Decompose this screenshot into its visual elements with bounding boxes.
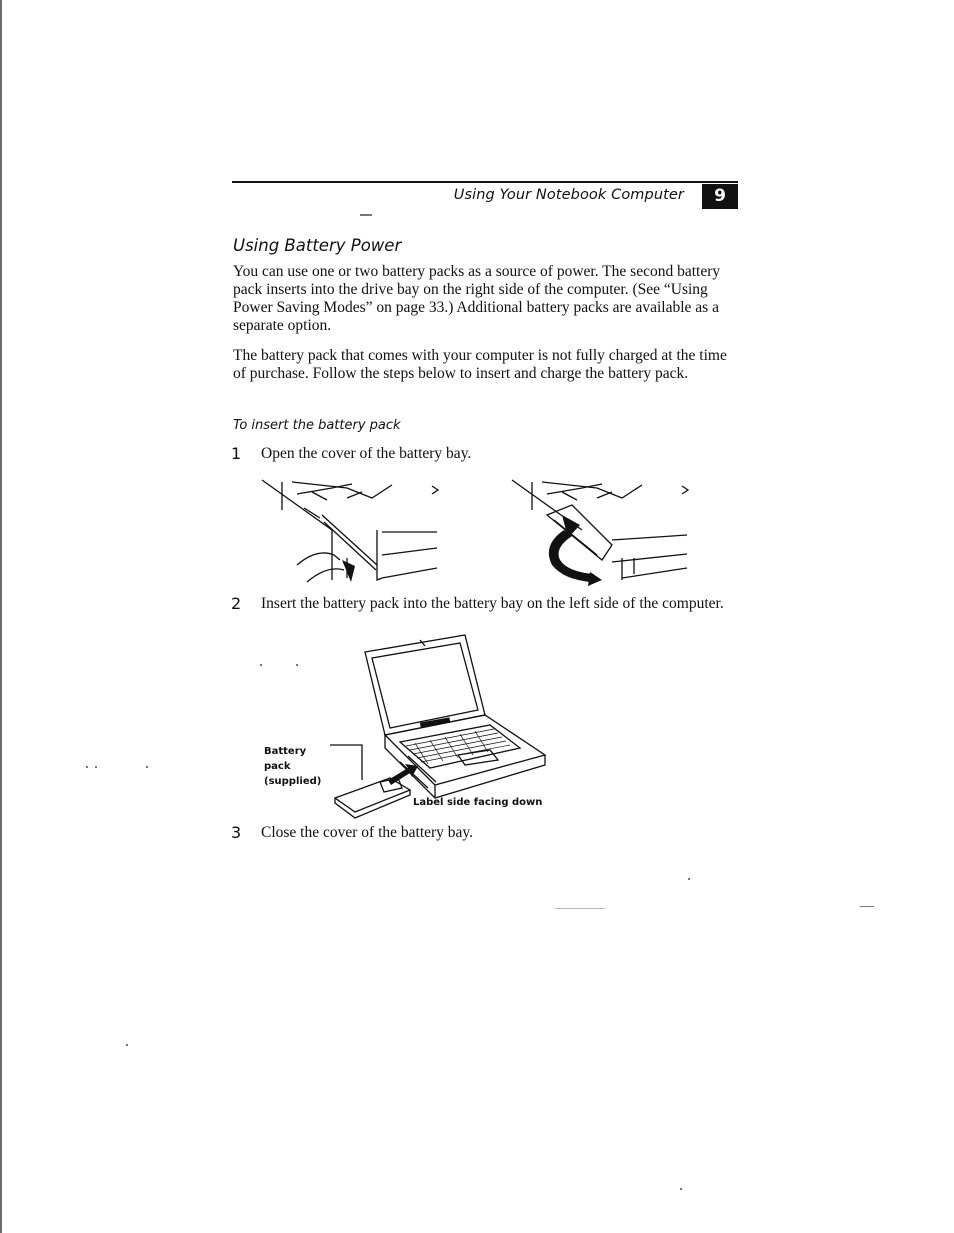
scan-speck xyxy=(688,878,690,880)
step-text: Insert the battery pack into the battery bay on the left side of the computer. xyxy=(261,595,724,612)
header-rule xyxy=(232,181,738,183)
label-side-callout: Label side facing down xyxy=(413,797,543,808)
open-cover-swing-illustration xyxy=(502,470,702,590)
scan-speck xyxy=(555,908,605,909)
scan-speck xyxy=(95,766,97,768)
page-number-badge: 9 xyxy=(702,184,738,209)
insert-battery-illustration xyxy=(250,630,550,820)
battery-pack-callout: Battery pack (supplied) xyxy=(264,746,322,787)
intro-paragraph: You can use one or two battery packs as a source of power. The second battery pack inserts into the drive bay on the right side of the computer. (See “Using Power Saving Modes” on page 33.) Additional battery packs are available as a separate option. xyxy=(233,263,721,334)
scan-speck xyxy=(680,1188,682,1190)
procedure-title: To insert the battery pack xyxy=(233,418,401,433)
step-text: Close the cover of the battery bay. xyxy=(261,824,474,841)
step-number: 3 xyxy=(231,823,242,842)
scan-edge xyxy=(0,0,2,1233)
scan-speck xyxy=(360,214,372,216)
scan-speck xyxy=(296,664,298,666)
scan-speck xyxy=(260,664,262,666)
scan-speck xyxy=(86,766,88,768)
scan-speck xyxy=(860,906,874,907)
charge-note-paragraph: The battery pack that comes with your computer is not fully charged at the time of purchase. Follow the steps below to insert and charge the battery pack. xyxy=(233,347,727,382)
open-cover-press-illustration xyxy=(252,470,452,590)
step-number: 2 xyxy=(231,594,242,613)
section-title: Using Battery Power xyxy=(233,236,402,255)
scan-speck xyxy=(146,766,148,768)
running-head: Using Your Notebook Computer xyxy=(453,187,684,203)
step-number: 1 xyxy=(231,444,242,463)
scan-speck xyxy=(126,1044,128,1046)
step-text: Open the cover of the battery bay. xyxy=(261,445,472,462)
